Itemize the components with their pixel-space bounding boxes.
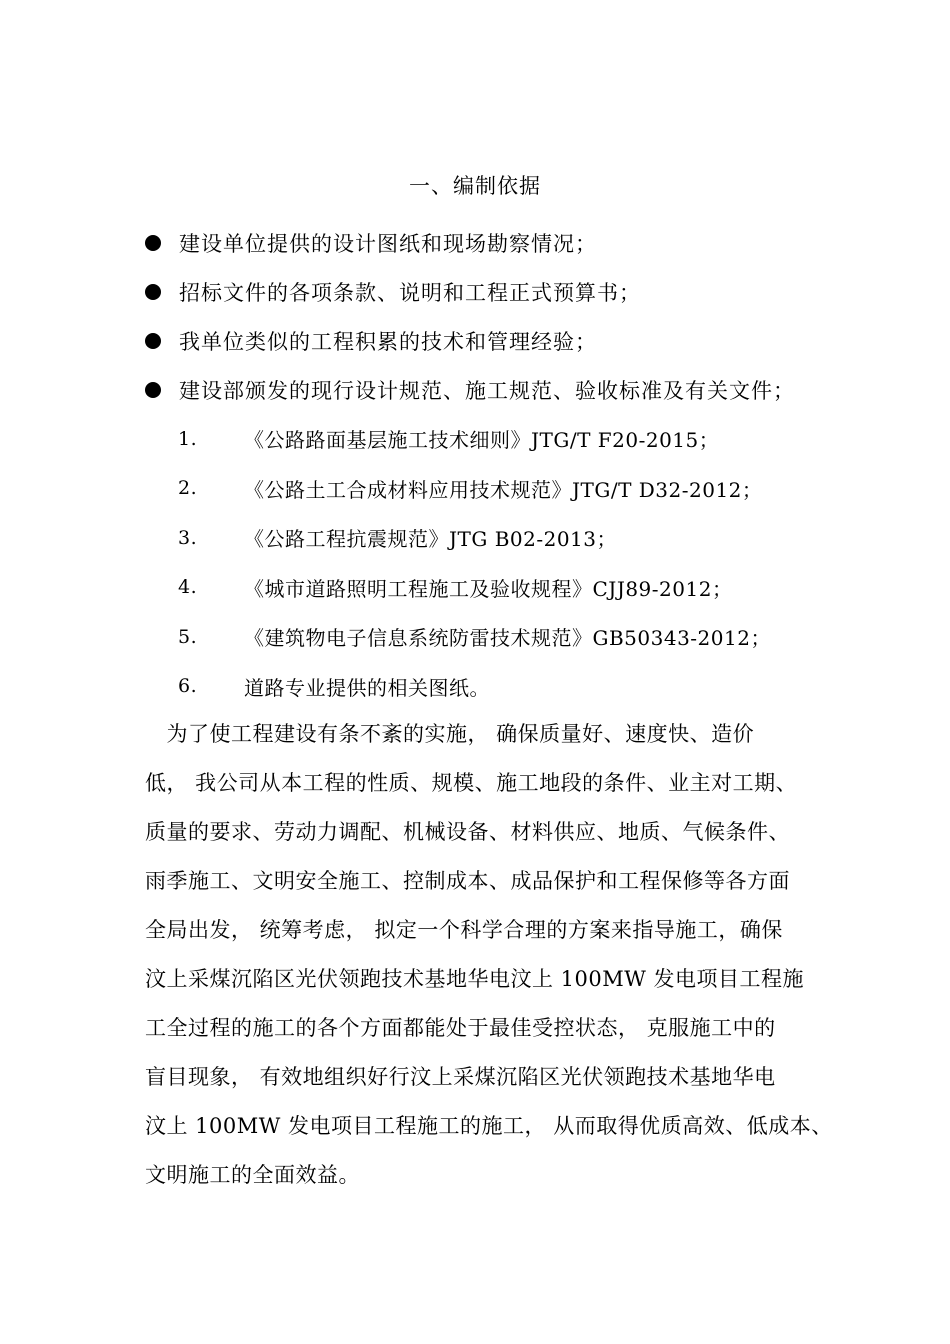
item-text: 道路专业提供的相关图纸。 — [244, 675, 490, 700]
paragraph-line: 质量的要求、劳动力调配、机械设备、材料供应、地质、气候条件、 — [145, 820, 790, 844]
item-number: 4. — [178, 576, 198, 599]
bullet-text: 建设部颁发的现行设计规范、施工规范、验收标准及有关文件； — [179, 378, 795, 403]
standards-numbered-list — [178, 414, 838, 711]
item-text: 《建筑物电子信息系统防雷技术规范》GB50343-2012； — [244, 626, 771, 651]
bullet-dot-icon — [145, 382, 161, 398]
bullet-item — [145, 267, 825, 316]
bullet-item — [145, 218, 825, 267]
paragraph-line: 工全过程的施工的各个方面都能处于最佳受控状态， 克服施工中的 — [145, 1016, 776, 1040]
bullet-item — [145, 365, 825, 414]
numbered-item — [178, 662, 838, 712]
paragraph-line: 雨季施工、文明安全施工、控制成本、成品保护和工程保修等各方面 — [145, 869, 790, 893]
bullet-dot-icon — [145, 333, 161, 349]
numbered-item — [178, 513, 838, 563]
item-text: 《城市道路照明工程施工及验收规程》CJJ89-2012； — [244, 576, 733, 601]
basis-bullet-list — [145, 218, 825, 414]
paragraph-line: 文明施工的全面效益。 — [145, 1163, 360, 1187]
bullet-text: 我单位类似的工程积累的技术和管理经验； — [179, 329, 597, 354]
item-number: 2. — [178, 477, 198, 500]
section-title: 一、编制依据 — [409, 174, 541, 198]
numbered-item — [178, 612, 838, 662]
bullet-dot-icon — [145, 235, 161, 251]
item-number: 5. — [178, 625, 198, 648]
item-text: 《公路工程抗震规范》JTG B02-2013； — [244, 527, 617, 552]
bullet-text: 招标文件的各项条款、说明和工程正式预算书； — [179, 280, 641, 305]
numbered-item — [178, 464, 838, 514]
item-text: 《公路土工合成材料应用技术规范》JTG/T D32-2012； — [244, 477, 763, 502]
body-paragraph — [145, 710, 833, 1200]
paragraph-line: 低， 我公司从本工程的性质、规模、施工地段的条件、业主对工期、 — [145, 771, 798, 795]
numbered-item — [178, 563, 838, 613]
item-number: 6. — [178, 675, 198, 698]
paragraph-line: 为了使工程建设有条不紊的实施， 确保质量好、速度快、造价 — [145, 722, 755, 746]
paragraph-line: 汶上采煤沉陷区光伏领跑技术基地华电汶上 100MW 发电项目工程施 — [145, 967, 805, 991]
item-text: 《公路路面基层施工技术细则》JTG/T F20-2015； — [244, 428, 720, 453]
item-number: 1. — [178, 427, 198, 450]
paragraph-line: 汶上 100MW 发电项目工程施工的施工， 从而取得优质高效、低成本、 — [145, 1114, 833, 1138]
bullet-text: 建设单位提供的设计图纸和现场勘察情况； — [179, 231, 597, 256]
numbered-item — [178, 414, 838, 464]
paragraph-line: 全局出发， 统筹考虑， 拟定一个科学合理的方案来指导施工，确保 — [145, 918, 783, 942]
item-number: 3. — [178, 526, 198, 549]
paragraph-line: 盲目现象， 有效地组织好行汶上采煤沉陷区光伏领跑技术基地华电 — [145, 1065, 776, 1089]
bullet-item — [145, 316, 825, 365]
bullet-dot-icon — [145, 284, 161, 300]
